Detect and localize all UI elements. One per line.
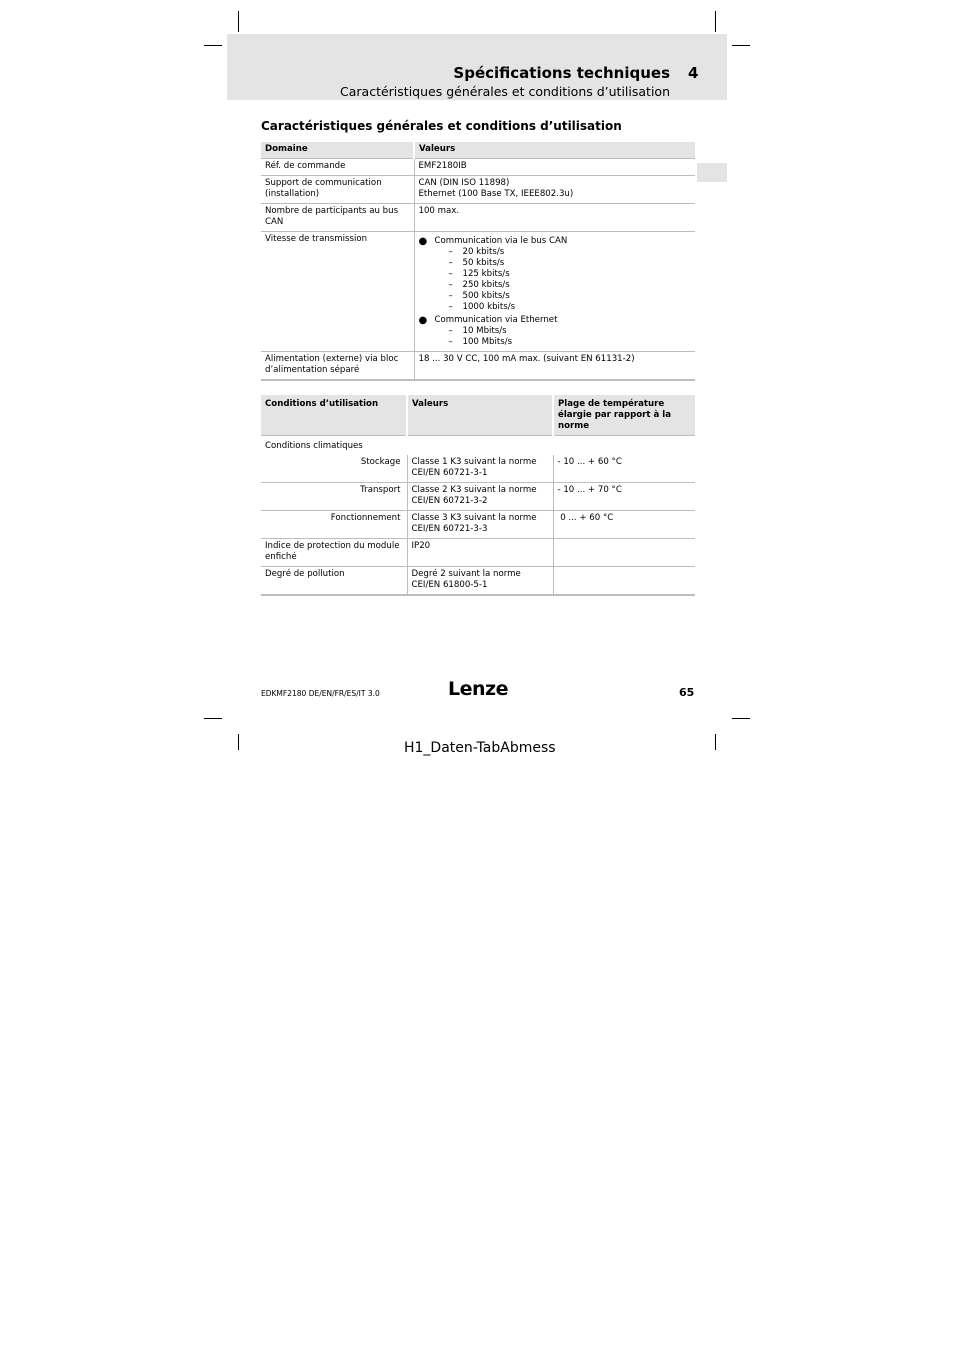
speed-list bbox=[419, 236, 692, 348]
operating-conditions-table bbox=[261, 395, 695, 596]
table-row bbox=[261, 567, 695, 596]
template-label: H1_Daten-TabAbmess bbox=[404, 740, 556, 756]
table-row bbox=[261, 352, 695, 381]
list-item bbox=[449, 302, 692, 313]
row-value: 18 ... 30 V CC, 100 mA max. (suivant EN 61131-2) bbox=[414, 352, 695, 381]
row-label: Vitesse de transmission bbox=[261, 232, 414, 352]
lenze-logo: Lenze bbox=[448, 678, 508, 700]
row-value bbox=[414, 232, 695, 352]
bullet-icon: ● bbox=[418, 236, 428, 247]
row-value: EMF2180IB bbox=[414, 159, 695, 176]
rate-value: 10 Mbits/s bbox=[462, 326, 507, 336]
document-id: EDKMF2180 DE/EN/FR/ES/IT 3.0 bbox=[261, 689, 380, 698]
row-value: Classe 2 K3 suivant la norme CEI/EN 60721-3-2 bbox=[407, 483, 553, 511]
column-header-extended-range: Plage de température élargie par rapport à la norme bbox=[553, 395, 695, 436]
row-value: Classe 1 K3 suivant la norme CEI/EN 60721-3-1 bbox=[407, 455, 553, 483]
bullet-icon: ● bbox=[418, 315, 428, 326]
table-row bbox=[261, 232, 695, 352]
row-range bbox=[553, 539, 695, 567]
dash-icon: – bbox=[448, 258, 453, 268]
list-item bbox=[449, 247, 692, 258]
row-label: Fonctionnement bbox=[261, 511, 407, 539]
table-row bbox=[261, 159, 695, 176]
row-value bbox=[414, 176, 695, 204]
row-label: Indice de protection du module enfiché bbox=[261, 539, 407, 567]
row-label: Stockage bbox=[261, 455, 407, 483]
row-value: Classe 3 K3 suivant la norme CEI/EN 60721-3-3 bbox=[407, 511, 553, 539]
rate-value: 20 kbits/s bbox=[462, 247, 505, 257]
table-header-row bbox=[261, 142, 695, 159]
list-item bbox=[419, 315, 692, 348]
crop-mark bbox=[715, 734, 716, 750]
chapter-number: 4 bbox=[688, 64, 699, 82]
table-row bbox=[261, 511, 695, 539]
dash-icon: – bbox=[448, 280, 453, 290]
row-range: - 10 ... + 70 °C bbox=[553, 483, 695, 511]
dash-icon: – bbox=[448, 269, 453, 279]
rate-value: 100 Mbits/s bbox=[462, 337, 513, 347]
crop-mark bbox=[238, 11, 239, 32]
column-header-values: Valeurs bbox=[414, 142, 695, 159]
row-value: Degré 2 suivant la norme CEI/EN 61800-5-1 bbox=[407, 567, 553, 596]
crop-mark bbox=[204, 45, 222, 46]
table-row bbox=[261, 436, 695, 456]
table-row bbox=[261, 483, 695, 511]
chapter-subtitle: Caractéristiques générales et conditions d’utilisation bbox=[340, 84, 670, 99]
row-range bbox=[553, 567, 695, 596]
value-line: CAN (DIN ISO 11898) bbox=[418, 178, 510, 188]
list-item bbox=[419, 236, 692, 313]
row-range: - 10 ... + 60 °C bbox=[553, 455, 695, 483]
row-label: Transport bbox=[261, 483, 407, 511]
crop-mark bbox=[238, 734, 239, 750]
group-label: Conditions climatiques bbox=[265, 441, 363, 451]
column-header-conditions: Conditions d’utilisation bbox=[261, 395, 407, 436]
list-item bbox=[449, 280, 692, 291]
can-rate-list bbox=[435, 247, 692, 313]
rate-value: 125 kbits/s bbox=[462, 269, 510, 279]
row-label: Degré de pollution bbox=[261, 567, 407, 596]
dash-icon: – bbox=[448, 291, 453, 301]
crop-mark bbox=[204, 718, 222, 719]
dash-icon: – bbox=[448, 247, 453, 257]
dash-icon: – bbox=[448, 326, 453, 336]
table-row bbox=[261, 204, 695, 232]
crop-mark bbox=[715, 11, 716, 32]
list-item bbox=[449, 269, 692, 280]
table-row bbox=[261, 539, 695, 567]
value-line: Ethernet (100 Base TX, IEEE802.3u) bbox=[418, 189, 574, 199]
page-number: 65 bbox=[679, 686, 695, 699]
list-item bbox=[449, 326, 692, 337]
row-label: Alimentation (externe) via bloc d’alimentation séparé bbox=[261, 352, 414, 381]
crop-mark bbox=[732, 45, 750, 46]
rate-value: 50 kbits/s bbox=[462, 258, 505, 268]
list-item bbox=[449, 258, 692, 269]
row-label: Support de communication (installation) bbox=[261, 176, 414, 204]
dash-icon: – bbox=[448, 302, 453, 312]
row-value: IP20 bbox=[407, 539, 553, 567]
table-row bbox=[261, 455, 695, 483]
list-item-title: Communication via Ethernet bbox=[434, 315, 558, 325]
table-row bbox=[261, 176, 695, 204]
section-title: Caractéristiques générales et conditions d’utilisation bbox=[261, 119, 622, 133]
row-label: Nombre de participants au bus CAN bbox=[261, 204, 414, 232]
rate-value: 500 kbits/s bbox=[462, 291, 510, 301]
row-value: 100 max. bbox=[414, 204, 695, 232]
dash-icon: – bbox=[448, 337, 453, 347]
rate-value: 250 kbits/s bbox=[462, 280, 510, 290]
rate-value: 1000 kbits/s bbox=[462, 302, 516, 312]
chapter-side-tab bbox=[697, 163, 727, 182]
row-label: Réf. de commande bbox=[261, 159, 414, 176]
list-item bbox=[449, 291, 692, 302]
table-header-row bbox=[261, 395, 695, 436]
crop-mark bbox=[732, 718, 750, 719]
general-specs-table bbox=[261, 142, 695, 381]
column-header-domain: Domaine bbox=[261, 142, 414, 159]
column-header-values: Valeurs bbox=[407, 395, 553, 436]
eth-rate-list bbox=[435, 326, 692, 348]
list-item bbox=[449, 337, 692, 348]
chapter-title: Spécifications techniques bbox=[453, 64, 670, 82]
row-range: 0 ... + 60 °C bbox=[553, 511, 695, 539]
list-item-title: Communication via le bus CAN bbox=[434, 236, 568, 246]
